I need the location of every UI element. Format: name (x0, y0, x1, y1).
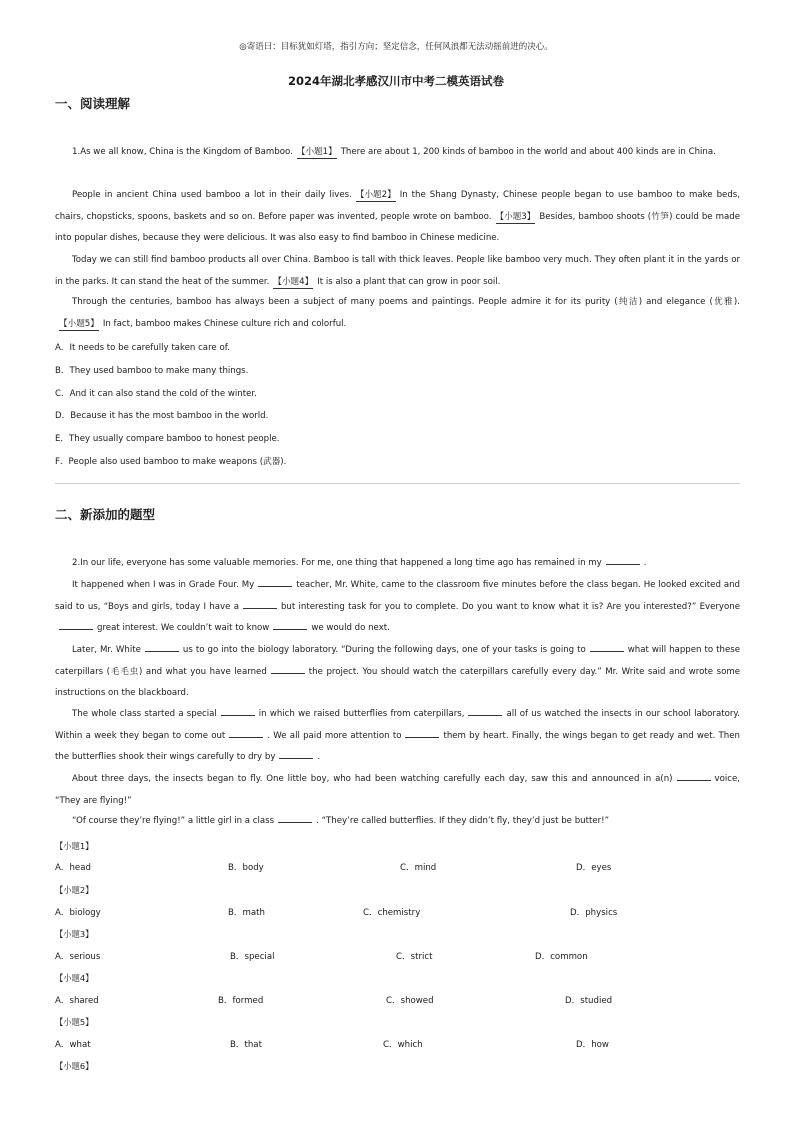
choice-2d[interactable]: D．physics (570, 908, 618, 918)
choice-5d[interactable]: D．how (576, 1040, 609, 1050)
cloze-paragraph-4 (55, 704, 740, 769)
passage-text: The whole class started a special (72, 709, 217, 719)
passage-text: us to go into the biology laboratory. “During the following days, one of your tasks is going to (182, 645, 586, 655)
choice-2a[interactable]: A．biology (55, 908, 101, 918)
option-a: A．It needs to be carefully taken care of. (55, 343, 230, 353)
choice-3a[interactable]: A．serious (55, 952, 101, 962)
passage-text: People in ancient China used bamboo a lot in their daily lives. (72, 190, 352, 200)
motto-text: ◎寄语曰：目标犹如灯塔，指引方向；坚定信念，任何风浪都无法动摇前进的决心。 (239, 42, 553, 52)
passage-text: we would do next. (311, 623, 390, 634)
cloze-paragraph-1 (55, 553, 740, 575)
choice-1a[interactable]: A．head (55, 863, 91, 873)
answer-blank[interactable] (271, 673, 305, 674)
passage-text: . (317, 752, 321, 763)
page-title: 2024年湖北孝感汉川市中考二模英语试卷 (287, 74, 504, 88)
choice-1c[interactable]: C．mind (400, 863, 437, 873)
passage-text: There are about 1, 200 kinds of bamboo in the world and about 400 kinds are in China. (340, 147, 716, 157)
passage-text: them by heart. Finally, the wings began to get ready and wet. Then the butterflies shook their wings carefully to dry by (55, 730, 740, 763)
passage-text: . “They’re called butterflies. If they didn’t fly, they’d just be butter!” (316, 816, 610, 826)
answer-blank[interactable] (145, 651, 179, 652)
passage-text: Later, Mr. White (72, 645, 141, 655)
choice-1b[interactable]: B．body (228, 863, 264, 873)
choice-4d[interactable]: D．studied (565, 996, 613, 1006)
passage-text: Besides, bamboo shoots (竹笋) could be made into popular dishes, because they were delicious. It was also easy to find bamboo in Chinese medicine. (55, 211, 740, 244)
question-label-1: 【小题1】 (55, 841, 94, 851)
choice-2c[interactable]: C．chemistry (363, 908, 421, 918)
answer-blank[interactable]: 【小题1】 (296, 147, 337, 157)
passage-text: what will happen to these caterpillars (毛毛虫) and what you have learned (55, 645, 740, 677)
answer-blank[interactable] (279, 758, 313, 759)
answer-blank[interactable] (59, 629, 93, 630)
passage-text: In the Shang Dynasty, Chinese people began to use bamboo to make beds, chairs, chopsticks, spoons, baskets and so on. Before paper was invented, people wrote on bamboo. (55, 190, 741, 222)
answer-blank[interactable] (606, 564, 640, 565)
passage-text: “Of course they’re flying!” a little girl in a class (72, 816, 275, 826)
reading-paragraph-3 (55, 250, 740, 293)
choice-3b[interactable]: B．special (230, 952, 275, 962)
answer-blank[interactable] (468, 715, 502, 716)
answer-blank[interactable] (221, 715, 255, 716)
answer-blank[interactable]: 【小题5】 (59, 318, 99, 329)
option-d: D．Because it has the most bamboo in the world. (55, 411, 269, 421)
answer-blank[interactable]: 【小题4】 (273, 276, 314, 287)
option-c: C．And it can also stand the cold of the winter. (55, 389, 257, 399)
question-label-2: 【小题2】 (55, 885, 94, 895)
passage-text: 2.In our life, everyone has some valuable memories. For me, one thing that happened a long time ago has remained in my (72, 558, 602, 568)
answer-blank[interactable] (677, 780, 711, 781)
answer-blank[interactable]: 【小题2】 (355, 190, 396, 200)
answer-blank[interactable] (229, 737, 263, 738)
section-heading-reading: 一、阅读理解 (55, 96, 131, 111)
choice-4b[interactable]: B．formed (218, 996, 264, 1006)
section-divider (55, 483, 740, 484)
option-f: F．People also used bamboo to make weapons (武器). (55, 457, 287, 467)
choice-2b[interactable]: B．math (228, 908, 265, 918)
passage-text: teacher, Mr. White, came to the classroom five minutes before the class began. He looked excited and said to us, “Boys and girls, today I have a (55, 580, 740, 612)
reading-paragraph-2 (55, 185, 740, 250)
passage-text: all of us watched the insects in our school laboratory. Within a week they began to come out (55, 709, 740, 741)
reading-paragraph-4 (55, 292, 740, 335)
passage-text: Today we can still find bamboo products all over China. Bamboo is tall with thick leaves. People like bamboo very much. They often plant it in the yards or in the parks. It can stand the heat of the summer. (55, 255, 740, 287)
passage-text: but interesting task for you to complete. Do you want to know what it is? Are you interested?” Everyone (280, 601, 740, 612)
passage-text: the project. You should watch the caterpillars carefully every day.” Mr. Write said and wrote some instructions on the blackboard. (55, 666, 740, 699)
question-label-4: 【小题4】 (55, 973, 94, 983)
passage-text: In fact, bamboo makes Chinese culture rich and colorful. (102, 318, 347, 329)
passage-text: in which we raised butterflies from caterpillars, (258, 709, 465, 719)
passage-text: It happened when I was in Grade Four. My (72, 580, 255, 590)
passage-text: About three days, the insects began to fly. One little boy, who had been watching carefully each day, saw this and announced in a(n) (72, 774, 673, 784)
option-b: B．They used bamboo to make many things. (55, 366, 249, 376)
answer-blank[interactable]: 【小题3】 (495, 211, 536, 222)
passage-text: . (643, 558, 647, 568)
answer-blank[interactable] (273, 629, 307, 630)
cloze-paragraph-6 (55, 811, 740, 833)
choice-3c[interactable]: C．strict (396, 952, 433, 962)
passage-text: Through the centuries, bamboo has always been a subject of many poems and paintings. People admire it for its purity (纯洁) and elegance (优雅). (72, 297, 740, 307)
passage-text: . We all paid more attention to (267, 730, 402, 741)
option-e: E．They usually compare bamboo to honest people. (55, 434, 280, 444)
choice-5a[interactable]: A．what (55, 1040, 91, 1050)
question-label-5: 【小题5】 (55, 1017, 94, 1027)
passage-text: great interest. We couldn’t wait to know (97, 623, 270, 634)
choice-4c[interactable]: C．showed (386, 996, 434, 1006)
question-label-6: 【小题6】 (55, 1061, 94, 1071)
choice-3d[interactable]: D．common (535, 952, 588, 962)
cloze-paragraph-5 (55, 769, 740, 812)
choice-5c[interactable]: C．which (383, 1040, 423, 1050)
choice-1d[interactable]: D．eyes (576, 863, 612, 873)
answer-blank[interactable] (278, 822, 312, 823)
answer-blank[interactable] (590, 651, 624, 652)
passage-text: voice, “They are flying!” (55, 774, 740, 806)
answer-blank[interactable] (258, 586, 292, 587)
section-heading-new-type: 二、新添加的题型 (55, 507, 156, 522)
passage-text: It is also a plant that can grow in poor soil. (317, 276, 501, 287)
cloze-paragraph-2 (55, 575, 740, 640)
reading-paragraph-1 (55, 142, 740, 164)
cloze-paragraph-3 (55, 640, 740, 705)
answer-blank[interactable] (243, 608, 277, 609)
question-label-3: 【小题3】 (55, 929, 94, 939)
passage-text: 1.As we all know, China is the Kingdom of Bamboo. (72, 147, 293, 157)
choice-4a[interactable]: A．shared (55, 996, 99, 1006)
answer-blank[interactable] (405, 737, 439, 738)
choice-5b[interactable]: B．that (230, 1040, 262, 1050)
